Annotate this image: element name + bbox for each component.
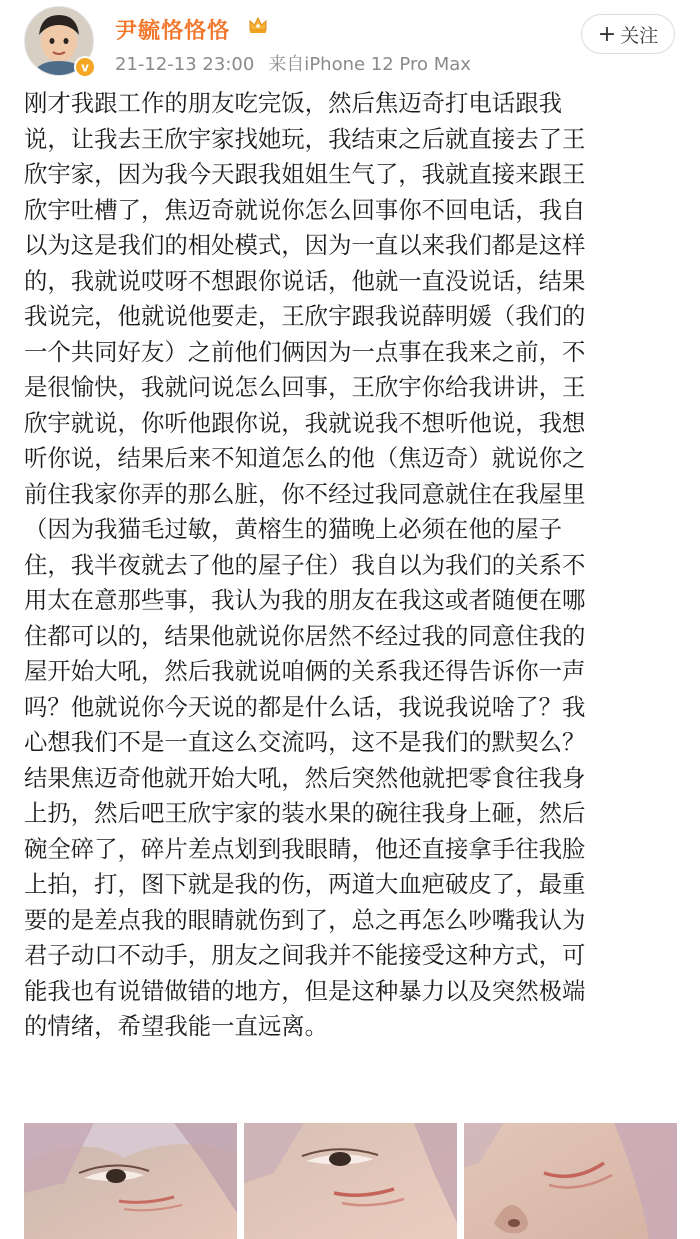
post-time: 21-12-13 23:00 <box>115 54 255 75</box>
post-text-line: 上扔，然后吧王欣宇家的装水果的碗往我身上砸，然后 <box>24 799 586 827</box>
post-text-line: （因为我猫毛过敏，黄榕生的猫晚上必须在他的屋子 <box>24 515 562 543</box>
post-text-line: 用太在意那些事，我认为我的朋友在我这或者随便在哪 <box>24 586 586 614</box>
verified-badge-icon <box>74 56 96 78</box>
username[interactable]: 尹毓恪恪恪 <box>115 19 231 44</box>
post-source[interactable]: 来自iPhone 12 Pro Max <box>268 54 471 75</box>
post-text-line: 前住我家你弄的那么脏，你不经过我同意就住在我屋里 <box>24 479 586 508</box>
post-text-line: 欣宇家，因为我今天跟我姐姐生气了，我就直接来跟王 <box>24 160 586 188</box>
post-text-line: 是很愉快，我就问说怎么回事，王欣宇你给我讲讲，王 <box>24 373 586 401</box>
post-text-line: 欣宇吐槽了，焦迈奇就说你怎么回事你不回电话，我自 <box>24 195 586 224</box>
post-text-line: 屋开始大吼，然后我就说咱俩的关系我还得告诉你一声 <box>24 657 586 685</box>
post-text-line: 刚才我跟工作的朋友吃完饭，然后焦迈奇打电话跟我 <box>24 89 562 117</box>
post-meta <box>115 50 471 76</box>
post-text-line: 以为这是我们的相处模式，因为一直以来我们都是这样 <box>24 231 586 259</box>
post-text-line: 的，我就说哎呀不想跟你说话，他就一直没说话，结果 <box>24 266 586 295</box>
post-text-line: 要的是差点我的眼睛就伤到了，总之再怎么吵嘴我认为 <box>24 905 586 934</box>
post-text-line: 的情绪，希望我能一直远离。 <box>24 1012 329 1040</box>
post-header <box>0 0 700 90</box>
post-text-line: 一个共同好友）之前他们俩因为一点事在我来之前，不 <box>24 337 586 366</box>
post-text-line: 碗全碎了，碎片差点划到我眼睛，他还直接拿手往我脸 <box>24 834 586 863</box>
svg-text:v: v <box>81 60 89 75</box>
post-text-line: 我说完，他就说他要走，王欣宇跟我说薛明媛（我们的 <box>24 302 586 330</box>
follow-button[interactable] <box>581 14 675 54</box>
post-text-line: 说，让我去王欣宇家找她玩，我结束之后就直接去了王 <box>24 124 586 153</box>
post-text-line: 吗？他就说你今天说的都是什么话，我说我说啥了？我 <box>24 692 586 721</box>
post-text-line: 住，我半夜就去了他的屋子住）我自以为我们的关系不 <box>24 550 586 579</box>
plus-icon: + <box>597 21 617 47</box>
injury-photo-cheek[interactable] <box>244 1123 457 1239</box>
post-text-line: 住都可以的，结果他就说你居然不经过我的同意住我的 <box>24 621 586 650</box>
post-body <box>24 86 676 1045</box>
avatar[interactable] <box>24 6 94 76</box>
injury-photo-nose[interactable] <box>464 1123 677 1239</box>
post-text-line: 结果焦迈奇他就开始大吼，然后突然他就把零食往我身 <box>24 763 586 792</box>
post-text-line: 欣宇就说，你听他跟你说，我就说我不想听他说，我想 <box>24 408 586 437</box>
post-text-line: 听你说，结果后来不知道怎么的他（焦迈奇）就说你之 <box>24 444 586 472</box>
post-image-grid <box>24 1123 676 1239</box>
post-text-line: 上拍，打，图下就是我的伤，两道大血疤破皮了，最重 <box>24 870 586 898</box>
post-text-line: 君子动口不动手，朋友之间我并不能接受这种方式，可 <box>24 941 586 969</box>
post-text-line: 能我也有说错做错的地方，但是这种暴力以及突然极端 <box>24 976 586 1005</box>
post-text-line: 心想我们不是一直这么交流吗，这不是我们的默契么？ <box>24 728 586 756</box>
crown-icon <box>247 14 269 36</box>
injury-photo-eye[interactable] <box>24 1123 237 1239</box>
follow-label: 关注 <box>620 24 659 47</box>
